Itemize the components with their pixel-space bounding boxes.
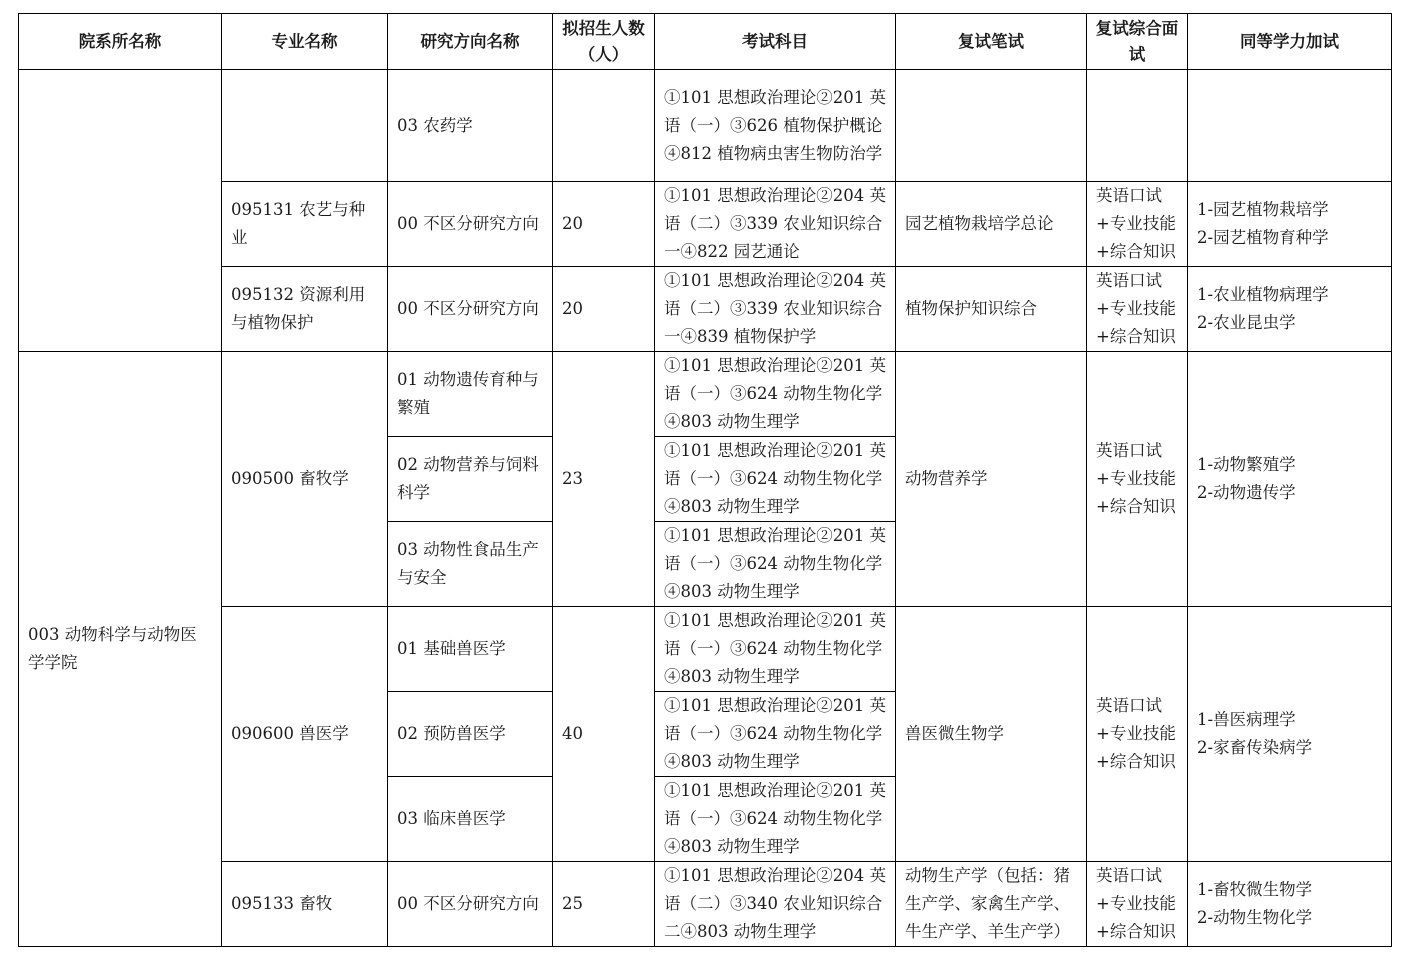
- exam-cell: ①101 思想政治理论②201 英语（一）③624 动物生物化学④803 动物生理学: [655, 522, 896, 607]
- direction-cell: 02 动物营养与饲料科学: [388, 437, 553, 522]
- dept-cell-continued: [19, 70, 222, 352]
- direction-cell: 00 不区分研究方向: [388, 267, 553, 352]
- extra-cell: [1188, 267, 1392, 352]
- exam-cell: ①101 思想政治理论②201 英语（一）③624 动物生物化学④803 动物生理学: [655, 607, 896, 692]
- extra-item: 1-园艺植物栽培学: [1197, 200, 1329, 219]
- interview-cell: 英语口试+专业技能+综合知识: [1087, 352, 1188, 607]
- interview-cell: 英语口试+专业技能+综合知识: [1087, 182, 1188, 267]
- header-exam: 考试科目: [655, 14, 896, 70]
- quota-cell: 25: [553, 862, 655, 947]
- interview-cell: [1087, 70, 1188, 182]
- table-row: [19, 70, 1392, 182]
- extra-item: 1-动物繁殖学: [1197, 455, 1296, 474]
- exam-cell: ①101 思想政治理论②201 英语（一）③624 动物生物化学④803 动物生理学: [655, 352, 896, 437]
- exam-cell: ①101 思想政治理论②201 英语（一）③624 动物生物化学④803 动物生理学: [655, 692, 896, 777]
- extra-cell: [1188, 70, 1392, 182]
- direction-cell: 01 动物遗传育种与繁殖: [388, 352, 553, 437]
- table-row: [19, 267, 1392, 352]
- exam-cell: ①101 思想政治理论②201 英语（一）③624 动物生物化学④803 动物生理学: [655, 777, 896, 862]
- exam-cell: ①101 思想政治理论②204 英语（二）③339 农业知识综合一④839 植物保护学: [655, 267, 896, 352]
- direction-cell: 00 不区分研究方向: [388, 182, 553, 267]
- major-cell: 090500 畜牧学: [222, 352, 388, 607]
- exam-cell: ①101 思想政治理论②204 英语（二）③339 农业知识综合一④822 园艺通论: [655, 182, 896, 267]
- interview-cell: 英语口试+专业技能+综合知识: [1087, 862, 1188, 947]
- major-cell: 095131 农艺与种业: [222, 182, 388, 267]
- interview-cell: 英语口试+专业技能+综合知识: [1087, 267, 1188, 352]
- table-row: [19, 182, 1392, 267]
- written-cell: 动物营养学: [896, 352, 1087, 607]
- extra-cell: [1188, 182, 1392, 267]
- header-quota: 拟招生人数（人）: [553, 14, 655, 70]
- quota-cell: 20: [553, 267, 655, 352]
- header-interview: 复试综合面试: [1087, 14, 1188, 70]
- extra-item: 2-园艺植物育种学: [1197, 228, 1329, 247]
- major-cell: 090600 兽医学: [222, 607, 388, 862]
- extra-item: 1-农业植物病理学: [1197, 285, 1329, 304]
- extra-item: 1-畜牧微生物学: [1197, 880, 1313, 899]
- exam-cell: ①101 思想政治理论②201 英语（一）③626 植物保护概论④812 植物病虫害生物防治学: [655, 70, 896, 182]
- direction-cell: 02 预防兽医学: [388, 692, 553, 777]
- admissions-table: [18, 13, 1392, 947]
- written-cell: [896, 70, 1087, 182]
- header-row: [19, 14, 1392, 70]
- extra-cell: [1188, 862, 1392, 947]
- extra-item: 2-动物遗传学: [1197, 483, 1296, 502]
- direction-cell: 03 临床兽医学: [388, 777, 553, 862]
- header-dept: 院系所名称: [19, 14, 222, 70]
- quota-cell: 20: [553, 182, 655, 267]
- header-extra: 同等学力加试: [1188, 14, 1392, 70]
- exam-cell: ①101 思想政治理论②201 英语（一）③624 动物生物化学④803 动物生理学: [655, 437, 896, 522]
- major-cell: [222, 70, 388, 182]
- major-cell: 095132 资源利用与植物保护: [222, 267, 388, 352]
- extra-item: 2-动物生物化学: [1197, 908, 1313, 927]
- quota-cell: 40: [553, 607, 655, 862]
- major-cell: 095133 畜牧: [222, 862, 388, 947]
- written-cell: 植物保护知识综合: [896, 267, 1087, 352]
- extra-item: 2-家畜传染病学: [1197, 738, 1313, 757]
- extra-cell: [1188, 607, 1392, 862]
- exam-cell: ①101 思想政治理论②204 英语（二）③340 农业知识综合二④803 动物生理学: [655, 862, 896, 947]
- table-row: [19, 862, 1392, 947]
- extra-item: 1-兽医病理学: [1197, 710, 1296, 729]
- extra-cell: [1188, 352, 1392, 607]
- dept-cell: 003 动物科学与动物医学学院: [19, 352, 222, 947]
- written-cell: 兽医微生物学: [896, 607, 1087, 862]
- quota-cell: 23: [553, 352, 655, 607]
- header-direction: 研究方向名称: [388, 14, 553, 70]
- quota-cell: [553, 70, 655, 182]
- extra-item: 2-农业昆虫学: [1197, 313, 1296, 332]
- direction-cell: 01 基础兽医学: [388, 607, 553, 692]
- written-cell: 动物生产学（包括：猪生产学、家禽生产学、牛生产学、羊生产学）: [896, 862, 1087, 947]
- table-row: [19, 352, 1392, 437]
- direction-cell: 00 不区分研究方向: [388, 862, 553, 947]
- interview-cell: 英语口试+专业技能+综合知识: [1087, 607, 1188, 862]
- header-major: 专业名称: [222, 14, 388, 70]
- direction-cell: 03 农药学: [388, 70, 553, 182]
- header-written: 复试笔试: [896, 14, 1087, 70]
- direction-cell: 03 动物性食品生产与安全: [388, 522, 553, 607]
- written-cell: 园艺植物栽培学总论: [896, 182, 1087, 267]
- table-row: [19, 607, 1392, 692]
